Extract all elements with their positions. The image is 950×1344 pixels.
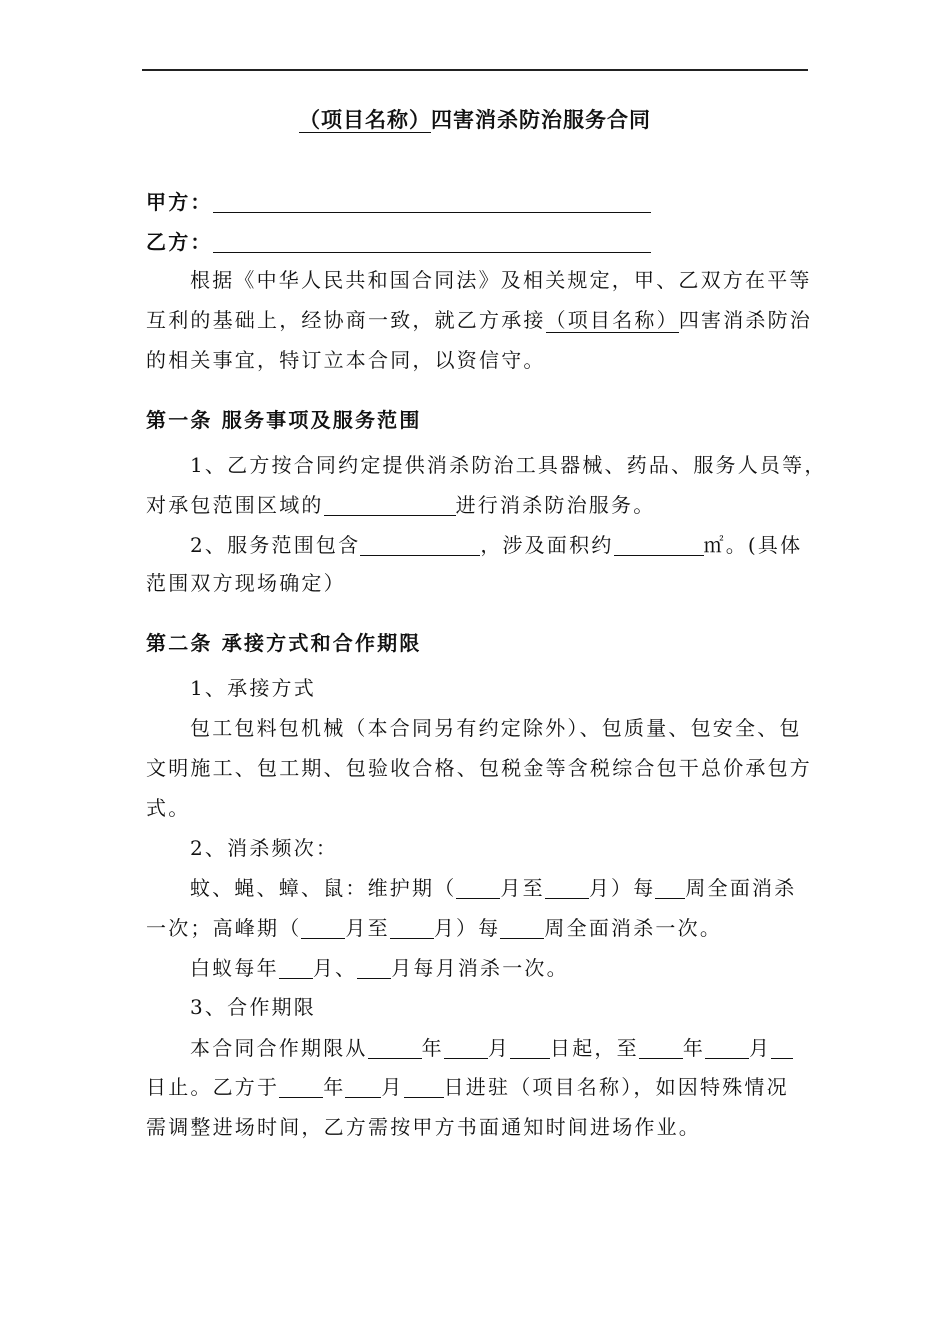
- party-b-line: [146, 230, 651, 254]
- header-rule: [142, 69, 808, 71]
- blank: [771, 1036, 793, 1059]
- blank: [655, 876, 685, 899]
- blank: [456, 876, 500, 899]
- term-line-1: [190, 1036, 793, 1060]
- freq-text: 月）每: [588, 876, 656, 900]
- art2-s1-line-3: 式。: [146, 796, 191, 820]
- art1-text: ，涉及面积约: [480, 533, 614, 557]
- article-2-heading: 第二条 承接方式和合作期限: [146, 631, 422, 655]
- blank: [510, 1036, 550, 1059]
- blank: [639, 1036, 683, 1059]
- term-text: 日止。乙方于: [146, 1075, 280, 1099]
- termite-text: 白蚁每年: [190, 956, 279, 980]
- blank: [301, 916, 345, 939]
- service-item-blank: [324, 493, 456, 516]
- party-a-blank: [213, 190, 651, 213]
- termite-text: 月每月消杀一次。: [391, 956, 569, 980]
- freq-text: 月）每: [433, 916, 501, 940]
- party-a-line: [146, 190, 651, 214]
- freq-text: 月至: [500, 876, 545, 900]
- blank: [279, 956, 313, 979]
- blank: [545, 876, 589, 899]
- frequency-line-1: [190, 876, 796, 900]
- art1-p2-line-2: 范围双方现场确定）: [146, 571, 346, 595]
- art1-text: 2、服务范围包含: [190, 533, 361, 557]
- blank: [390, 916, 434, 939]
- term-line-3: 需调整进场时间，乙方需按甲方书面通知时间进场作业。: [146, 1115, 701, 1139]
- art1-text: 对承包范围区域的: [146, 493, 324, 517]
- art1-p2-line-1: [190, 533, 802, 557]
- term-text: 月: [487, 1036, 511, 1060]
- term-text: 年: [421, 1036, 444, 1060]
- blank: [404, 1075, 444, 1098]
- intro-line-2: [146, 308, 812, 332]
- blank: [444, 1036, 488, 1059]
- intro-text: 互利的基础上，经协商一致，就乙方承接: [146, 308, 546, 332]
- intro-text: 四害消杀防治: [678, 308, 813, 332]
- title-project-name: （项目名称）: [299, 107, 431, 132]
- intro-line-3: 的相关事宜，特订立本合同，以资信守。: [146, 348, 546, 372]
- blank: [279, 1075, 323, 1098]
- term-text: 日进驻（项目名称），如因特殊情况: [443, 1075, 789, 1099]
- contract-title: [0, 108, 950, 132]
- intro-line-1: 根据《中华人民共和国合同法》及相关规定，甲、乙双方在平等: [190, 268, 812, 292]
- freq-text: 周全面消杀一次。: [544, 916, 723, 940]
- party-a-label: 甲方：: [146, 190, 213, 214]
- art1-text: 进行消杀防治服务。: [455, 493, 656, 517]
- blank: [500, 916, 544, 939]
- term-text: 本合同合作期限从: [190, 1036, 368, 1060]
- party-b-blank: [213, 230, 651, 253]
- article-1-heading: 第一条 服务事项及服务范围: [146, 408, 422, 432]
- party-b-label: 乙方：: [146, 230, 213, 254]
- freq-text: 蚊、蝇、蟑、鼠：维护期（: [190, 876, 457, 900]
- termite-line: [190, 956, 569, 980]
- art2-section-1: 1、承接方式: [190, 676, 316, 700]
- term-text: 日起，至: [550, 1036, 639, 1060]
- termite-text: 月、: [312, 956, 358, 980]
- term-text: 年: [323, 1075, 346, 1099]
- term-text: 月: [381, 1075, 404, 1099]
- intro-project-name: （项目名称）: [545, 308, 679, 332]
- term-text: 年: [682, 1036, 706, 1060]
- title-main: 四害消杀防治服务合同: [431, 107, 651, 132]
- art1-p1-line-1: 1、乙方按合同约定提供消杀防治工具器械、药品、服务人员等，: [190, 453, 827, 477]
- area-blank: [614, 533, 704, 556]
- art2-section-3: 3、合作期限: [190, 995, 316, 1019]
- term-line-2: [146, 1075, 789, 1099]
- art1-p1-line-2: [146, 493, 655, 517]
- art2-s1-line-1: 包工包料包机械（本合同另有约定除外）、包质量、包安全、包: [190, 716, 802, 740]
- freq-text: 一次；高峰期（: [146, 916, 302, 940]
- blank: [705, 1036, 749, 1059]
- blank: [345, 1075, 381, 1098]
- term-text: 月: [749, 1036, 772, 1060]
- art1-text: ㎡。(具体: [703, 533, 803, 557]
- frequency-line-2: [146, 916, 722, 940]
- blank: [368, 1036, 422, 1059]
- freq-text: 周全面消杀: [685, 876, 797, 900]
- blank: [357, 956, 391, 979]
- freq-text: 月至: [345, 916, 390, 940]
- art2-s1-line-2: 文明施工、包工期、包验收合格、包税金等含税综合包干总价承包方: [146, 756, 812, 780]
- art2-section-2: 2、消杀频次：: [190, 836, 339, 860]
- scope-blank: [360, 533, 480, 556]
